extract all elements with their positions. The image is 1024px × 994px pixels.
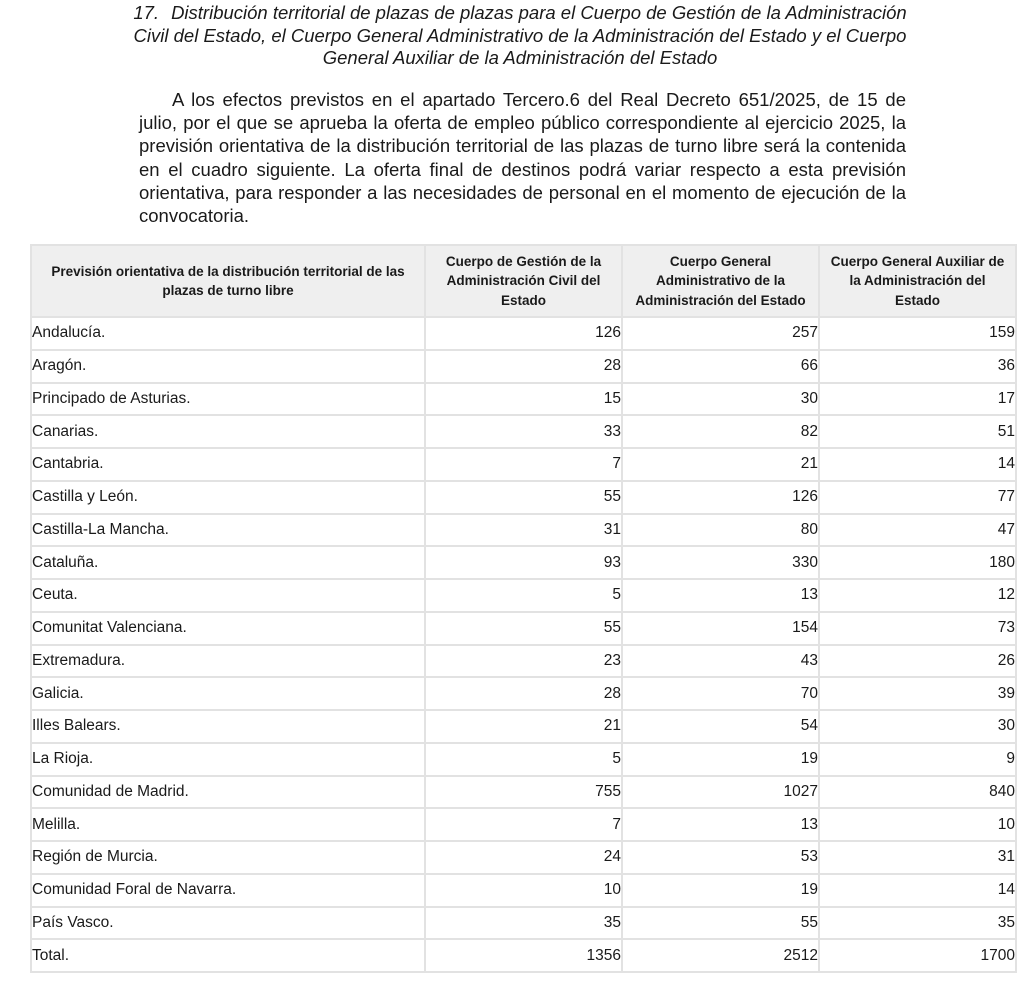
table-header-row: [31, 245, 1016, 317]
table-row: [31, 448, 1016, 481]
table-row: [31, 841, 1016, 874]
territory-cell: Extremadura.: [31, 645, 425, 678]
administrativo-cell: 70: [622, 677, 819, 710]
territory-cell: País Vasco.: [31, 907, 425, 940]
table-row: [31, 677, 1016, 710]
auxiliar-cell: 9: [819, 743, 1016, 776]
territory-cell: Cantabria.: [31, 448, 425, 481]
distribution-table: [30, 244, 1017, 973]
gestion-cell: 55: [425, 481, 622, 514]
administrativo-cell: 80: [622, 514, 819, 547]
auxiliar-cell: 35: [819, 907, 1016, 940]
administrativo-cell: 13: [622, 579, 819, 612]
territory-cell: Andalucía.: [31, 317, 425, 350]
auxiliar-cell: 51: [819, 415, 1016, 448]
auxiliar-cell: 26: [819, 645, 1016, 678]
table-row: [31, 350, 1016, 383]
header-territory: Previsión orientativa de la distribución territorial de las plazas de turno libre: [31, 245, 425, 317]
territory-cell: Castilla y León.: [31, 481, 425, 514]
table-row: [31, 743, 1016, 776]
territory-cell: Canarias.: [31, 415, 425, 448]
gestion-cell: 24: [425, 841, 622, 874]
territory-cell: Melilla.: [31, 808, 425, 841]
table-row: [31, 776, 1016, 809]
territory-cell: La Rioja.: [31, 743, 425, 776]
intro-paragraph: A los efectos previstos en el apartado Tercero.6 del Real Decreto 651/2025, de 15 de julio, por el que se aprueba la oferta de empleo público correspondiente al ejercicio 2025, la previsión orientativa de la distribución territorial de las plazas de turno libre será la contenida en el cuadro siguiente. La oferta final de destinos podrá variar respecto a esta previsión orientativa, para responder a las necesidades de personal en el momento de ejecución de la convocatoria.: [139, 89, 906, 227]
table-row: [31, 907, 1016, 940]
territory-cell: Illes Balears.: [31, 710, 425, 743]
gestion-cell: 755: [425, 776, 622, 809]
auxiliar-cell: 73: [819, 612, 1016, 645]
administrativo-cell: 126: [622, 481, 819, 514]
gestion-cell: 93: [425, 546, 622, 579]
administrativo-cell: 19: [622, 743, 819, 776]
auxiliar-cell: 30: [819, 710, 1016, 743]
auxiliar-cell: 159: [819, 317, 1016, 350]
auxiliar-cell: 36: [819, 350, 1016, 383]
territory-cell: Aragón.: [31, 350, 425, 383]
table-row: [31, 514, 1016, 547]
territory-cell: Comunidad Foral de Navarra.: [31, 874, 425, 907]
administrativo-cell: 43: [622, 645, 819, 678]
administrativo-cell: 30: [622, 383, 819, 416]
gestion-cell: 28: [425, 350, 622, 383]
territory-cell: Comunitat Valenciana.: [31, 612, 425, 645]
gestion-cell: 33: [425, 415, 622, 448]
administrativo-cell: 55: [622, 907, 819, 940]
table-row: [31, 317, 1016, 350]
administrativo-cell: 54: [622, 710, 819, 743]
territory-cell: Castilla-La Mancha.: [31, 514, 425, 547]
gestion-cell: 5: [425, 743, 622, 776]
header-cuerpo-gestion: Cuerpo de Gestión de la Administración Civil del Estado: [425, 245, 622, 317]
gestion-cell: 10: [425, 874, 622, 907]
gestion-cell: 7: [425, 808, 622, 841]
table-row: [31, 579, 1016, 612]
gestion-cell: 28: [425, 677, 622, 710]
territory-cell: Ceuta.: [31, 579, 425, 612]
auxiliar-cell: 180: [819, 546, 1016, 579]
total-gestion: 1356: [425, 939, 622, 972]
section-heading: [130, 2, 910, 70]
territory-cell: Galicia.: [31, 677, 425, 710]
auxiliar-cell: 17: [819, 383, 1016, 416]
gestion-cell: 23: [425, 645, 622, 678]
territory-cell: Cataluña.: [31, 546, 425, 579]
header-cuerpo-administrativo: Cuerpo General Administrativo de la Administración del Estado: [622, 245, 819, 317]
total-label: Total.: [31, 939, 425, 972]
administrativo-cell: 154: [622, 612, 819, 645]
administrativo-cell: 330: [622, 546, 819, 579]
table-row: [31, 645, 1016, 678]
table-row: [31, 710, 1016, 743]
section-number: 17.: [133, 2, 160, 23]
gestion-cell: 35: [425, 907, 622, 940]
administrativo-cell: 66: [622, 350, 819, 383]
administrativo-cell: 257: [622, 317, 819, 350]
auxiliar-cell: 47: [819, 514, 1016, 547]
gestion-cell: 5: [425, 579, 622, 612]
administrativo-cell: 19: [622, 874, 819, 907]
administrativo-cell: 21: [622, 448, 819, 481]
administrativo-cell: 53: [622, 841, 819, 874]
gestion-cell: 21: [425, 710, 622, 743]
total-administrativo: 2512: [622, 939, 819, 972]
administrativo-cell: 13: [622, 808, 819, 841]
table-row: [31, 415, 1016, 448]
territory-cell: Comunidad de Madrid.: [31, 776, 425, 809]
auxiliar-cell: 77: [819, 481, 1016, 514]
total-auxiliar: 1700: [819, 939, 1016, 972]
header-cuerpo-auxiliar: Cuerpo General Auxiliar de la Administración del Estado: [819, 245, 1016, 317]
administrativo-cell: 82: [622, 415, 819, 448]
table-row: [31, 546, 1016, 579]
table-total-row: [31, 939, 1016, 972]
section-title: Distribución territorial de plazas de plazas para el Cuerpo de Gestión de la Administración Civil del Estado, el Cuerpo General Administrativo de la Administración del Estado y el Cuerpo General Auxiliar de la Administración del Estado: [133, 2, 907, 68]
territory-cell: Región de Murcia.: [31, 841, 425, 874]
auxiliar-cell: 39: [819, 677, 1016, 710]
auxiliar-cell: 10: [819, 808, 1016, 841]
administrativo-cell: 1027: [622, 776, 819, 809]
gestion-cell: 7: [425, 448, 622, 481]
gestion-cell: 55: [425, 612, 622, 645]
gestion-cell: 31: [425, 514, 622, 547]
auxiliar-cell: 12: [819, 579, 1016, 612]
auxiliar-cell: 840: [819, 776, 1016, 809]
gestion-cell: 15: [425, 383, 622, 416]
gestion-cell: 126: [425, 317, 622, 350]
auxiliar-cell: 31: [819, 841, 1016, 874]
table-row: [31, 808, 1016, 841]
auxiliar-cell: 14: [819, 874, 1016, 907]
table-row: [31, 612, 1016, 645]
table-row: [31, 383, 1016, 416]
territory-cell: Principado de Asturias.: [31, 383, 425, 416]
table-row: [31, 481, 1016, 514]
table-row: [31, 874, 1016, 907]
auxiliar-cell: 14: [819, 448, 1016, 481]
